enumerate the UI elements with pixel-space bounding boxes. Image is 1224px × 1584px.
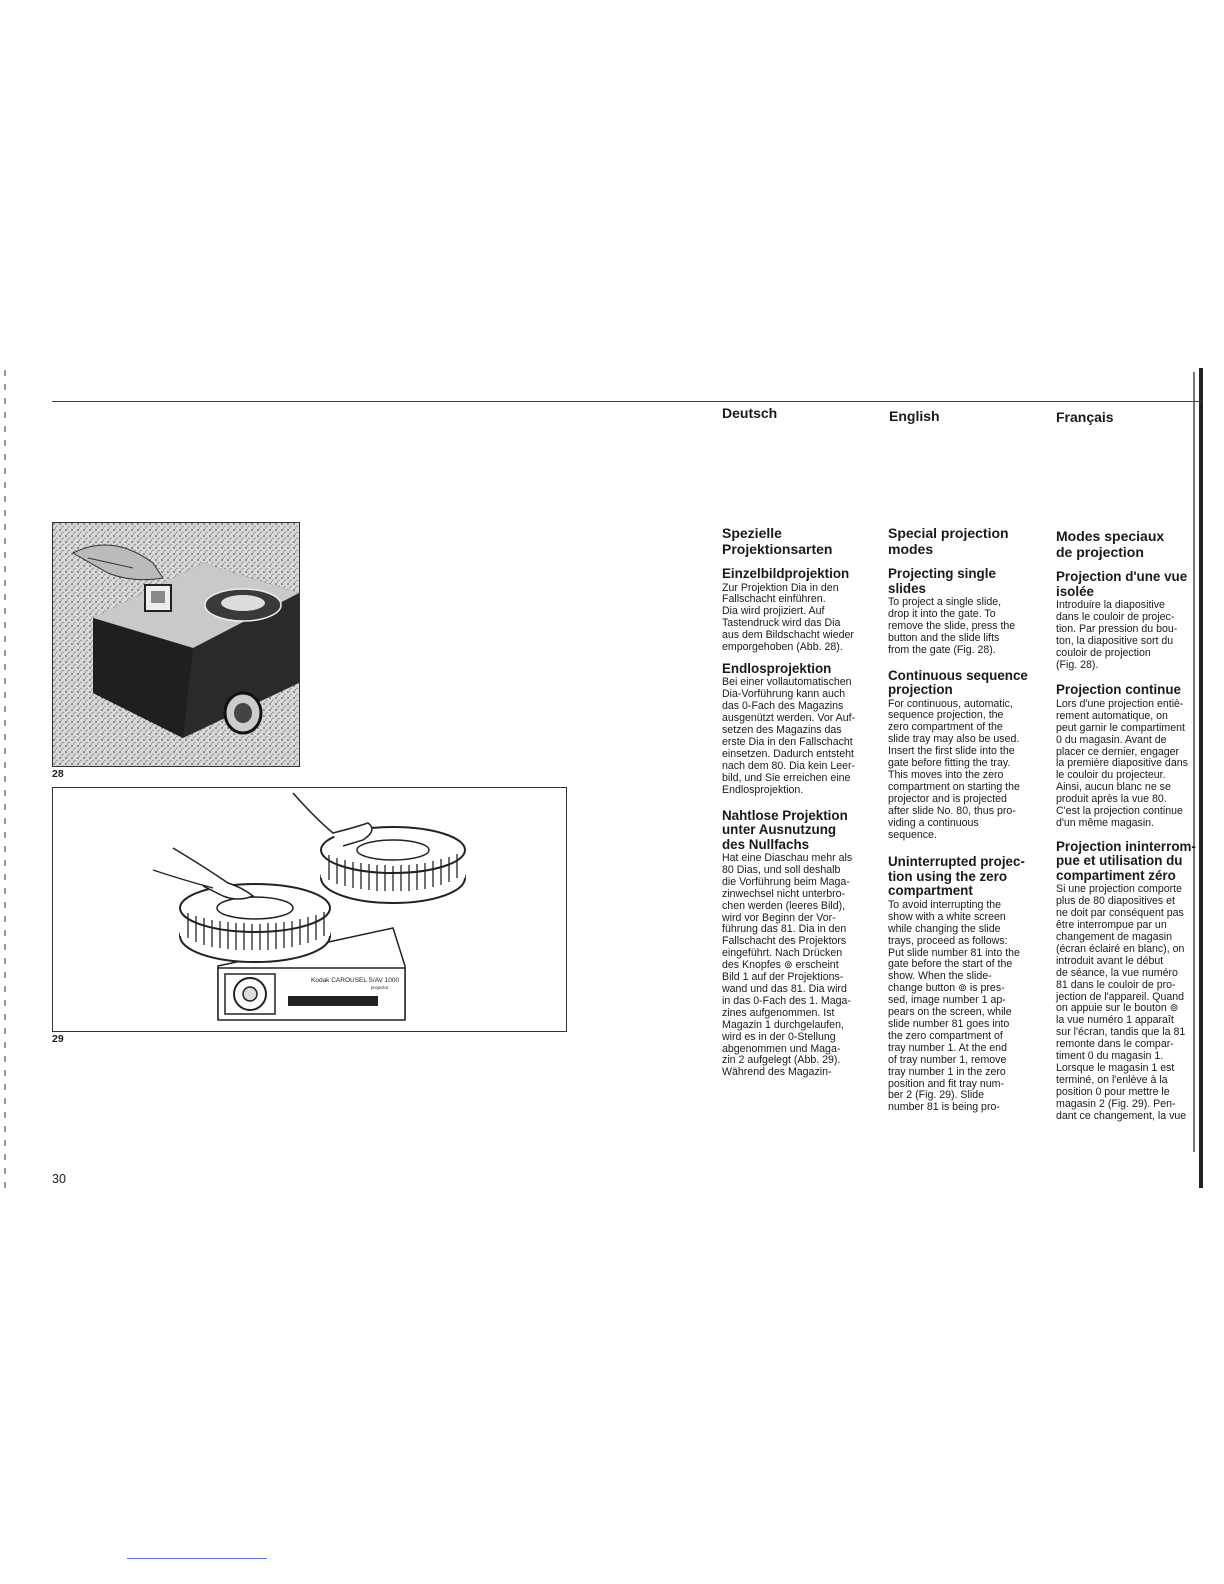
- figure-28-projector-photo: [52, 522, 300, 767]
- english-heading-2: Continuous sequence projection: [888, 667, 1028, 698]
- column-english: [888, 526, 1038, 1114]
- english-body-3: To avoid interrupting the show with a white screen while changing the slide trays, proceed as follows: Put slide number 81 into the gate before the start of the show. When the slide- change button ⊚ is pres- sed, image number 1 ap- pears on the screen, while slide number 81 goes into the zero compartment of tray number 1. At the end of tray number 1, remove tray number 1 in the zero position and fit tray num- ber 2 (Fig. 29). Slide number 81 is being pro-: [888, 898, 1020, 1114]
- english-body-1: To project a single slide, drop it into the gate. To remove the slide, press the button and the slide lifts from the gate (Fig. 28).: [888, 596, 1016, 656]
- francais-body-3: Si une projection comporte plus de 80 diapositives et ne doit par conséquent pas être interrompue par un changement de magasin (écran éclairé en blanc), on introduit avant le début de séance, la vue numéro 81 dans le couloir de pro- jection de l'appareil. Quand on appuie sur le bouton ⊚ la vue numéro 1 apparaît sur l'écran, tandis que la 81 remonte dans le compar- timent 0 du magasin 1. Lorsque le magasin 1 est terminé, on l'enlève à la position 0 pour mettre le magasin 2 (Fig. 29). Pen- dant ce changement, la vue: [1056, 883, 1187, 1122]
- column-deutsch: [722, 526, 872, 1079]
- francais-title: Modes speciaux de projection: [1056, 528, 1165, 560]
- scan-edge-right: [1199, 368, 1203, 1188]
- francais-body-2: Lors d'une projection entiè- rement automatique, on peut garnir le compartiment 0 du magasin. Avant de placer ce dernier, engager la première diapositive dans le couloir du projecteur. Ainsi, aucun blanc ne se produit après la vue 80. C'est la projection continue d'un même magasin.: [1056, 697, 1188, 829]
- page-number: 30: [52, 1172, 66, 1186]
- francais-heading-3: Projection ininterrom- pue et utilisation du compartiment zéro: [1056, 838, 1196, 883]
- english-heading-3: Uninterrupted projec- tion using the zero compartment: [888, 854, 1025, 899]
- deutsch-heading-3: Nahtlose Projektion unter Ausnutzung des Nullfachs: [722, 807, 848, 852]
- header-rule: [52, 401, 1202, 402]
- figure-29-label: 29: [52, 1033, 64, 1045]
- deutsch-heading-2: Endlosprojektion: [722, 660, 832, 676]
- francais-heading-1: Projection d'une vue isolée: [1056, 569, 1188, 599]
- english-heading-1: Projecting single slides: [888, 566, 996, 596]
- francais-body-1: Introduire la diapositive dans le couloir de projec- tion. Par pression du bou- ton, la diapositive sort du couloir de projection (Fig. 28).: [1056, 599, 1178, 671]
- tray-change-illustration: [53, 788, 566, 1031]
- francais-heading-2: Projection continue: [1056, 682, 1181, 698]
- column-francais: [1056, 529, 1198, 1123]
- device-brand-label: Kodak CAROUSEL S/AV 1000: [311, 977, 400, 984]
- lang-header-francais: Français: [1056, 409, 1114, 425]
- figure-29-tray-change-drawing: [52, 787, 567, 1032]
- deutsch-body-3: Hat eine Diaschau mehr als 80 Dias, und soll deshalb die Vorführung beim Maga- zinwechsel nicht unterbro- chen werden (leeres Bild), wird vor Beginn der Vor- führung das 81. Dia in den Fallschacht des Projektors eingeführt. Nach Drücken des Knopfes ⊚ erscheint Bild 1 auf der Projektions- wand und das 81. Dia wird in das 0-Fach des 1. Maga- zines aufgenommen. Ist Magazin 1 durchgelaufen, wird es in der 0-Stellung abgenommen und Maga- zin 2 aufgelegt (Abb. 29). Während des Magazin-: [722, 852, 853, 1079]
- lang-header-deutsch: Deutsch: [722, 405, 778, 421]
- figure-28-label: 28: [52, 768, 64, 780]
- projector-photo-illustration: [53, 523, 299, 766]
- lang-header-english: English: [889, 408, 940, 424]
- deutsch-body-2: Bei einer vollautomatischen Dia-Vorführung kann auch das 0-Fach des Magazins ausgenützt werden. Vor Auf- setzen des Magazins das erste Dia in den Fallschacht einsetzen. Dadurch entsteht nach dem 80. Dia kein Leer- bild, und Sie erreichen eine Endlosprojektion.: [722, 676, 856, 796]
- english-title: Special projection modes: [888, 525, 1009, 557]
- deutsch-heading-1: Einzelbildprojektion: [722, 566, 850, 581]
- scan-edge-left: [4, 370, 6, 1190]
- deutsch-title: Spezielle Projektionsarten: [722, 525, 833, 557]
- deutsch-body-1: Zur Projektion Dia in den Fallschacht einführen. Dia wird projiziert. Auf Tastendruck wird das Dia aus dem Bildschacht wieder emporgehoben (Abb. 28).: [722, 581, 854, 654]
- english-body-2: For continuous, automatic, sequence projection, the zero compartment of the slide tray may also be used. Insert the first slide into the gate before fitting the tray. This moves into the zero compartment on starting the projector and is projected after slide No. 80, thus pro- viding a continuous sequence.: [888, 697, 1020, 841]
- bottom-link-rule: [127, 1558, 267, 1559]
- device-subtext-label: projector: [371, 985, 389, 990]
